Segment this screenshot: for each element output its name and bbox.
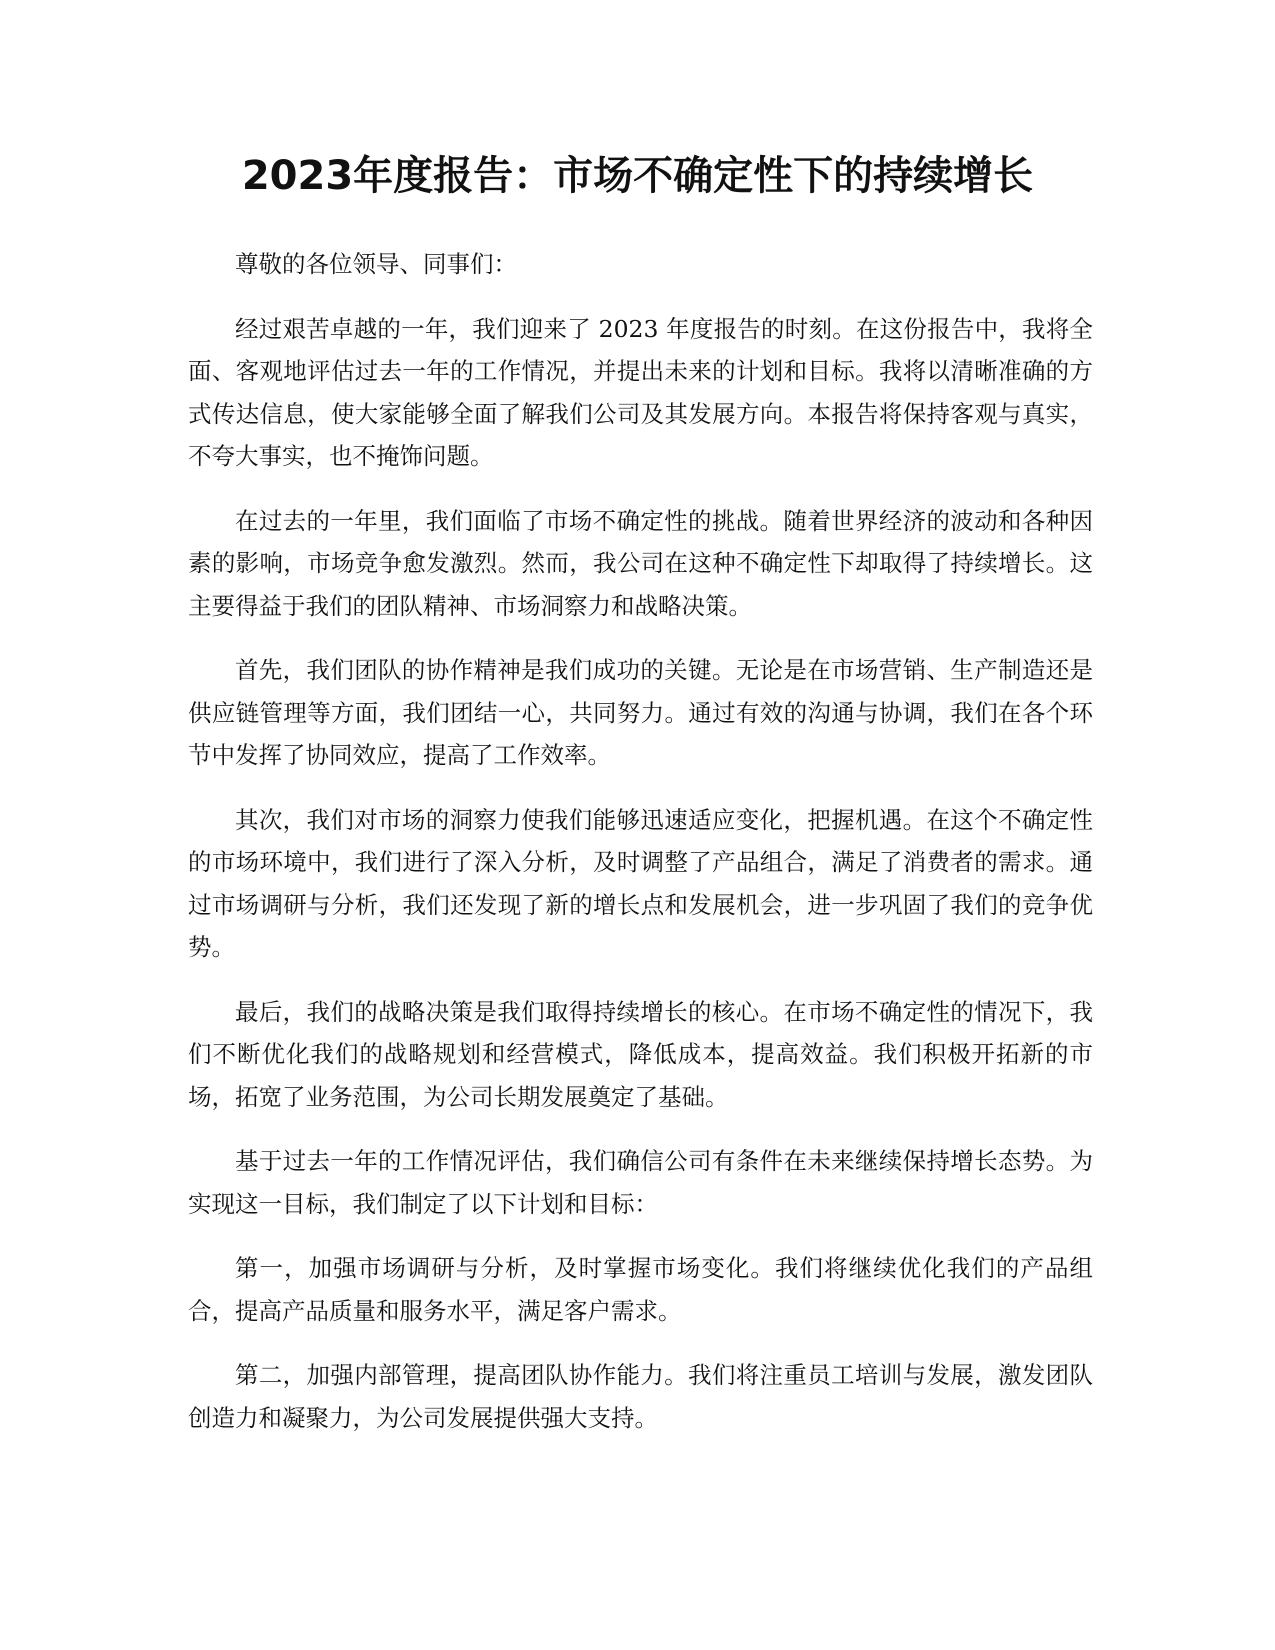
body-paragraph: 在过去的一年里，我们面临了市场不确定性的挑战。随着世界经济的波动和各种因素的影响，市场竞争愈发激烈。然而，我公司在这种不确定性下却取得了持续增长。这主要得益于我们的团队精神、市场洞察力和战略决策。 (188, 506, 1093, 620)
body-paragraph: 最后，我们的战略决策是我们取得持续增长的核心。在市场不确定性的情况下，我们不断优化我们的战略规划和经营模式，降低成本，提高效益。我们积极开拓新的市场，拓宽了业务范围，为公司长期发展奠定了基础。 (188, 997, 1093, 1111)
body-paragraph: 基于过去一年的工作情况评估，我们确信公司有条件在未来继续保持增长态势。为实现这一目标，我们制定了以下计划和目标： (188, 1147, 1093, 1218)
body-paragraph: 第二，加强内部管理，提高团队协作能力。我们将注重员工培训与发展，激发团队创造力和凝聚力，为公司发展提供强大支持。 (188, 1361, 1093, 1432)
body-paragraph: 第一，加强市场调研与分析，及时掌握市场变化。我们将继续优化我们的产品组合，提高产品质量和服务水平，满足客户需求。 (188, 1254, 1093, 1325)
salutation-paragraph: 尊敬的各位领导、同事们： (235, 250, 517, 278)
document-body (188, 243, 1093, 1461)
document-title: 2023年度报告：市场不确定性下的持续增长 (241, 153, 1034, 199)
body-paragraph: 其次，我们对市场的洞察力使我们能够迅速适应变化，把握机遇。在这个不确定性的市场环境中，我们进行了深入分析，及时调整了产品组合，满足了消费者的需求。通过市场调研与分析，我们还发现了新的增长点和发展机会，进一步巩固了我们的竞争优势。 (188, 805, 1093, 961)
body-paragraph: 经过艰苦卓越的一年，我们迎来了 2023 年度报告的时刻。在这份报告中，我将全面、客观地评估过去一年的工作情况，并提出未来的计划和目标。我将以清晰准确的方式传达信息，使大家能够全面了解我们公司及其发展方向。本报告将保持客观与真实，不夸大事实，也不掩饰问题。 (188, 314, 1093, 470)
body-paragraph: 首先，我们团队的协作精神是我们成功的关键。无论是在市场营销、生产制造还是供应链管理等方面，我们团结一心，共同努力。通过有效的沟通与协调，我们在各个环节中发挥了协同效应，提高了工作效率。 (188, 656, 1093, 769)
